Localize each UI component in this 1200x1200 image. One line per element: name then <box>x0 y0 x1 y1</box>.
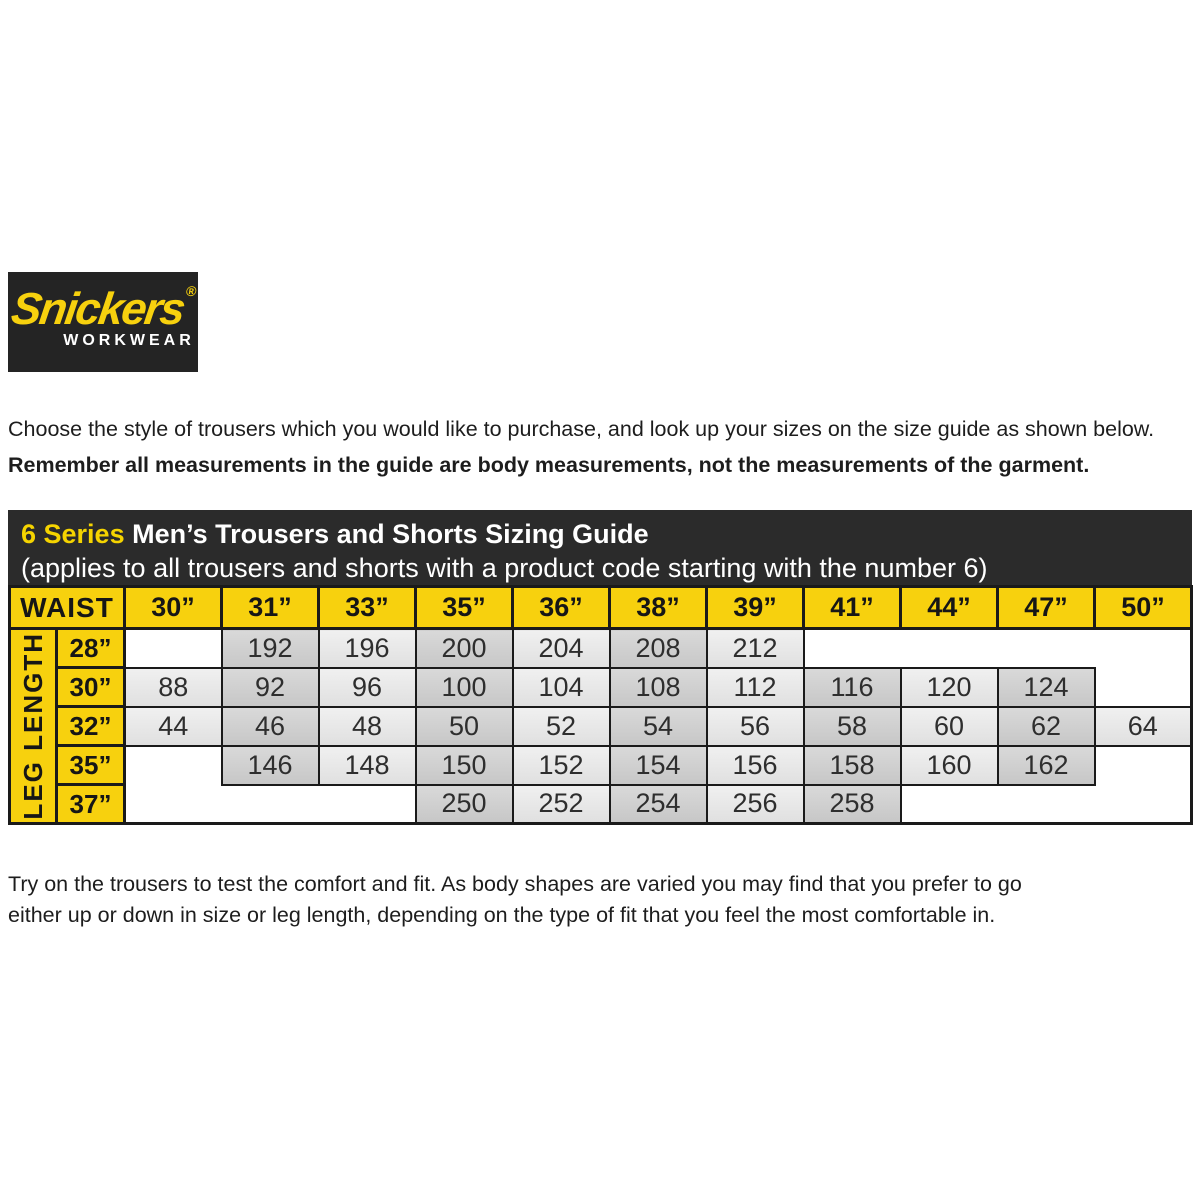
size-cell: 112 <box>707 668 804 707</box>
waist-size-header: 44” <box>901 587 998 629</box>
size-cell: 146 <box>222 746 319 785</box>
size-cell: 62 <box>998 707 1095 746</box>
size-cell: 60 <box>901 707 998 746</box>
size-cell: 44 <box>125 707 222 746</box>
empty-cell <box>222 785 319 824</box>
empty-cell <box>998 785 1095 824</box>
size-cell: 156 <box>707 746 804 785</box>
waist-size-header: 50” <box>1095 587 1192 629</box>
size-cell: 254 <box>610 785 707 824</box>
size-cell: 104 <box>513 668 610 707</box>
sizing-table <box>8 585 1193 825</box>
table-subtitle: (applies to all trousers and shorts with a product code starting with the number 6) <box>21 553 988 583</box>
size-cell: 64 <box>1095 707 1192 746</box>
empty-cell <box>125 629 222 668</box>
size-cell: 96 <box>319 668 416 707</box>
empty-cell <box>901 785 998 824</box>
size-cell: 252 <box>513 785 610 824</box>
empty-cell <box>125 746 222 785</box>
empty-cell <box>1095 785 1192 824</box>
snickers-brand-text: Snickers <box>8 283 188 334</box>
table-title-bar <box>8 510 1192 585</box>
size-cell: 150 <box>416 746 513 785</box>
size-cell: 48 <box>319 707 416 746</box>
series-highlight: 6 Series <box>21 519 125 549</box>
footer-line-2: either up or down in size or leg length, depending on the type of fit that you feel the most comfortable in. <box>8 903 996 927</box>
size-cell: 120 <box>901 668 998 707</box>
size-cell: 100 <box>416 668 513 707</box>
size-cell: 196 <box>319 629 416 668</box>
size-cell: 58 <box>804 707 901 746</box>
size-row <box>10 707 1192 746</box>
size-cell: 108 <box>610 668 707 707</box>
size-cell: 88 <box>125 668 222 707</box>
empty-cell <box>804 629 901 668</box>
size-cell: 148 <box>319 746 416 785</box>
leg-length-label-cell <box>10 629 57 824</box>
leg-size-header: 37” <box>57 785 125 824</box>
leg-size-header: 30” <box>57 668 125 707</box>
snickers-logo-wordmark <box>5 283 202 334</box>
size-cell: 250 <box>416 785 513 824</box>
size-cell: 124 <box>998 668 1095 707</box>
size-cell: 158 <box>804 746 901 785</box>
size-cell: 50 <box>416 707 513 746</box>
size-cell: 200 <box>416 629 513 668</box>
size-cell: 54 <box>610 707 707 746</box>
size-cell: 46 <box>222 707 319 746</box>
empty-cell <box>998 629 1095 668</box>
size-cell: 204 <box>513 629 610 668</box>
size-row <box>10 668 1192 707</box>
empty-cell <box>1095 668 1192 707</box>
size-cell: 92 <box>222 668 319 707</box>
waist-size-header: 39” <box>707 587 804 629</box>
size-cell: 152 <box>513 746 610 785</box>
sizing-table-body <box>10 629 1192 824</box>
waist-size-header: 35” <box>416 587 513 629</box>
waist-size-header: 38” <box>610 587 707 629</box>
snickers-logo-subtitle: WORKWEAR <box>63 332 195 349</box>
waist-header-row <box>10 587 1192 629</box>
waist-size-header: 41” <box>804 587 901 629</box>
size-row <box>10 785 1192 824</box>
size-cell: 160 <box>901 746 998 785</box>
size-cell: 192 <box>222 629 319 668</box>
waist-size-header: 36” <box>513 587 610 629</box>
size-cell: 212 <box>707 629 804 668</box>
waist-size-header: 47” <box>998 587 1095 629</box>
size-cell: 116 <box>804 668 901 707</box>
size-cell: 208 <box>610 629 707 668</box>
empty-cell <box>319 785 416 824</box>
intro-line-2: Remember all measurements in the guide are body measurements, not the measurements of the garment. <box>8 453 1090 477</box>
registered-trademark-icon: ® <box>184 283 198 299</box>
empty-cell <box>1095 629 1192 668</box>
footer-line-1: Try on the trousers to test the comfort and fit. As body shapes are varied you may find that you prefer to go <box>8 872 1022 896</box>
intro-line-1: Choose the style of trousers which you would like to purchase, and look up your sizes on the size guide as shown below. <box>8 417 1155 441</box>
size-cell: 56 <box>707 707 804 746</box>
waist-size-header: 33” <box>319 587 416 629</box>
waist-size-header: 30” <box>125 587 222 629</box>
size-cell: 52 <box>513 707 610 746</box>
size-row <box>10 629 1192 668</box>
table-title <box>21 516 1192 552</box>
leg-length-label: LEG LENGTH <box>18 632 48 820</box>
size-cell: 162 <box>998 746 1095 785</box>
leg-size-header: 35” <box>57 746 125 785</box>
empty-cell <box>1095 746 1192 785</box>
snickers-logo <box>8 272 198 372</box>
waist-label: WAIST <box>10 587 125 629</box>
size-cell: 258 <box>804 785 901 824</box>
leg-size-header: 28” <box>57 629 125 668</box>
leg-size-header: 32” <box>57 707 125 746</box>
empty-cell <box>901 629 998 668</box>
size-row <box>10 746 1192 785</box>
waist-size-header: 31” <box>222 587 319 629</box>
size-cell: 154 <box>610 746 707 785</box>
size-cell: 256 <box>707 785 804 824</box>
table-title-rest: Men’s Trousers and Shorts Sizing Guide <box>124 519 649 549</box>
empty-cell <box>125 785 222 824</box>
